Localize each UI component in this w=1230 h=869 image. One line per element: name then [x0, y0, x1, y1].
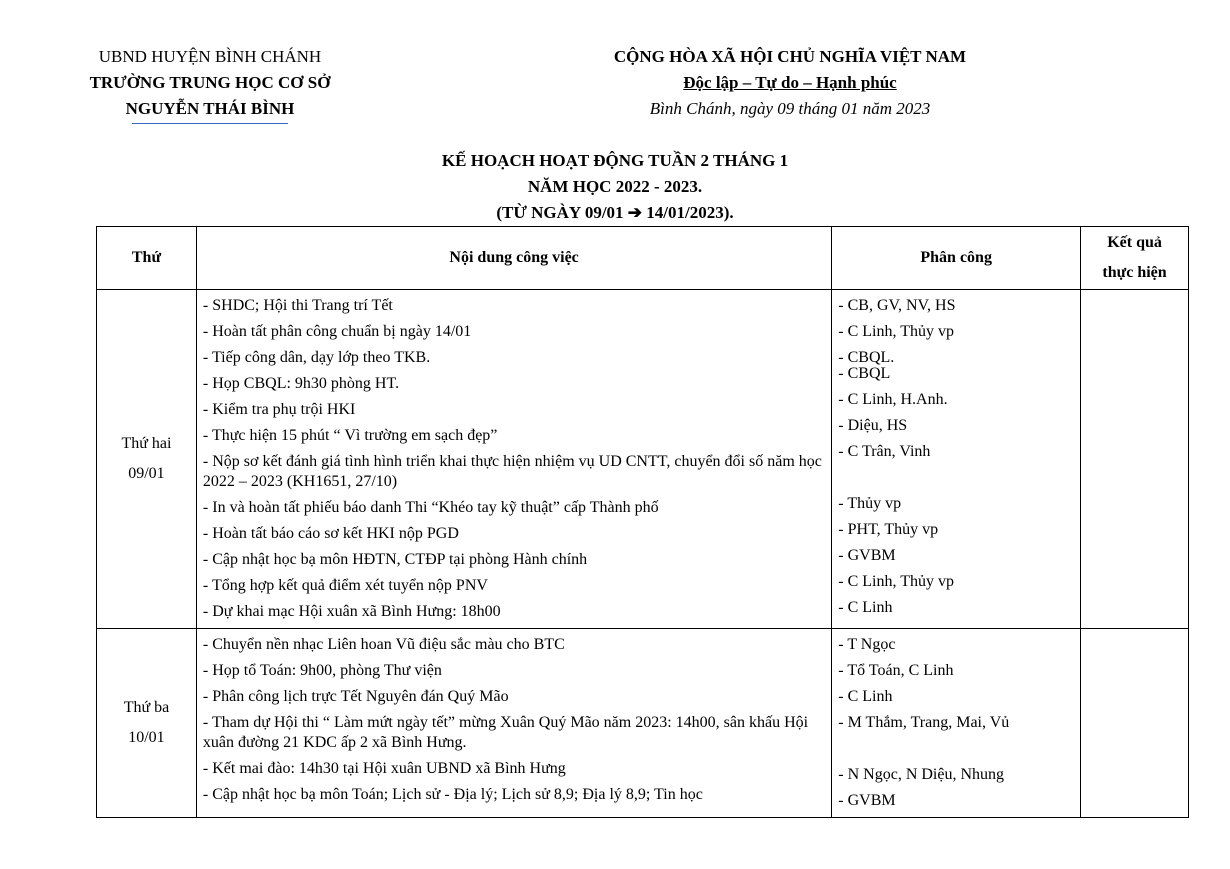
task-item: - Thực hiện 15 phút “ Vì trường em sạch đẹp”: [202, 427, 498, 444]
assignee-spacer: [838, 739, 1074, 759]
result-cell: [1081, 290, 1189, 629]
task-item: - Tiếp công dân, dạy lớp theo TKB.: [202, 349, 431, 366]
task-item: - Họp CBQL: 9h30 phòng HT.: [202, 375, 400, 392]
task-item: - Họp tổ Toán: 9h00, phòng Thư viện: [202, 662, 442, 679]
col-header-content: Nội dung công việc: [196, 227, 831, 290]
agency-header: [60, 44, 360, 124]
assignee-item: - CBQL: [838, 365, 891, 382]
plan-title-line3: (TỪ NGÀY 09/01 ➔ 14/01/2023).: [496, 203, 734, 222]
result-cell: [1081, 629, 1189, 818]
task-item: - Cập nhật học bạ môn HĐTN, CTĐP tại phòng Hành chính: [202, 551, 588, 568]
assignee-item: - C Linh, H.Anh.: [838, 391, 948, 408]
day-name: Thứ ba: [123, 699, 170, 716]
agency-name: UBND HUYỆN BÌNH CHÁNH: [98, 47, 322, 66]
task-item: - Hoàn tất báo cáo sơ kết HKI nộp PGD: [202, 525, 459, 542]
task-item: - Dự khai mạc Hội xuân xã Bình Hưng: 18h00: [202, 603, 501, 620]
day-name: Thứ hai: [121, 435, 172, 452]
plan-title-line1: KẾ HOẠCH HOẠT ĐỘNG TUẦN 2 THÁNG 1: [441, 151, 789, 170]
assignees-cell: [832, 290, 1081, 629]
task-item: - Cập nhật học bạ môn Toán; Lịch sử - Địa lý; Lịch sử 8,9; Địa lý 8,9; Tin học: [202, 786, 703, 803]
assignee-item: - M Thắm, Trang, Mai, Vủ: [838, 714, 1010, 731]
assignee-item: - CB, GV, NV, HS: [838, 297, 956, 314]
school-type: TRƯỜNG TRUNG HỌC CƠ SỞ: [89, 73, 331, 92]
task-item: - Nộp sơ kết đánh giá tình hình triển khai thực hiện nhiệm vụ UD CNTT, chuyển đổi số năm học 2022 – 2023 (KH1651, 27/10): [202, 453, 822, 490]
task-item: - Kiểm tra phụ trội HKI: [202, 401, 356, 418]
col-header-day: Thứ: [97, 227, 197, 290]
task-item: - Chuyển nền nhạc Liên hoan Vũ điệu sắc màu cho BTC: [202, 636, 565, 653]
assignee-item: - C Linh: [838, 599, 893, 616]
task-item: - Phân công lịch trực Tết Nguyên đán Quý Mão: [202, 688, 509, 705]
national-title: CỘNG HÒA XÃ HỘI CHỦ NGHĨA VIỆT NAM: [613, 47, 967, 66]
assignee-item: - T Ngọc: [838, 636, 896, 653]
table-row: [97, 290, 1189, 629]
task-item: - Kết mai đào: 14h30 tại Hội xuân UBND xã Bình Hưng: [202, 760, 566, 777]
day-date: 09/01: [128, 465, 165, 482]
document-date: Bình Chánh, ngày 09 tháng 01 năm 2023: [649, 99, 931, 118]
school-name: NGUYỄN THÁI BÌNH: [125, 99, 295, 118]
plan-title: [0, 148, 1230, 226]
task-item: - SHDC; Hội thi Trang trí Tết: [202, 297, 393, 314]
assignee-item: - PHT, Thủy vp: [838, 521, 939, 538]
task-item: - Tham dự Hội thi “ Làm mứt ngày tết” mừng Xuân Quý Mão năm 2023: 14h00, sân khấu Hội xuân đường 21 KDC ấp 2 xã Bình Hưng.: [202, 714, 809, 751]
table-row: [97, 629, 1189, 818]
assignee-item: - GVBM: [838, 792, 896, 809]
col-header-assign: Phân công: [832, 227, 1081, 290]
tasks-cell: [196, 629, 831, 818]
assignee-spacer: [838, 468, 1074, 488]
task-item: - In và hoàn tất phiếu báo danh Thi “Khéo tay kỹ thuật” cấp Thành phố: [202, 499, 659, 516]
schedule-table: [96, 226, 1189, 818]
task-item: - Tổng hợp kết quả điểm xét tuyển nộp PNV: [202, 577, 488, 594]
task-item: - Hoàn tất phân công chuẩn bị ngày 14/01: [202, 323, 472, 340]
assignees-cell: [832, 629, 1081, 818]
assignee-item: - N Ngọc, N Diệu, Nhung: [838, 766, 1005, 783]
assignee-item: - C Trân, Vinh: [838, 443, 931, 460]
table-header-row: [97, 227, 1189, 290]
assignee-item: - C Linh, Thủy vp: [838, 323, 954, 340]
national-motto: Độc lập – Tự do – Hạnh phúc: [683, 73, 897, 92]
assignee-item: - CBQL.: [838, 349, 895, 366]
day-cell: [97, 629, 197, 818]
assignee-item: - GVBM: [838, 547, 896, 564]
assignee-item: - C Linh, Thủy vp: [838, 573, 954, 590]
col-header-result: Kết quả thực hiện: [1081, 227, 1189, 290]
header-divider: [132, 123, 288, 124]
national-header: [565, 44, 1015, 122]
day-date: 10/01: [128, 729, 165, 746]
assignee-item: - Diệu, HS: [838, 417, 908, 434]
tasks-cell: [196, 290, 831, 629]
plan-title-line2: NĂM HỌC 2022 - 2023.: [527, 177, 703, 196]
assignee-item: - C Linh: [838, 688, 893, 705]
assignee-item: - Thủy vp: [838, 495, 902, 512]
day-cell: [97, 290, 197, 629]
assignee-item: - Tổ Toán, C Linh: [838, 662, 954, 679]
